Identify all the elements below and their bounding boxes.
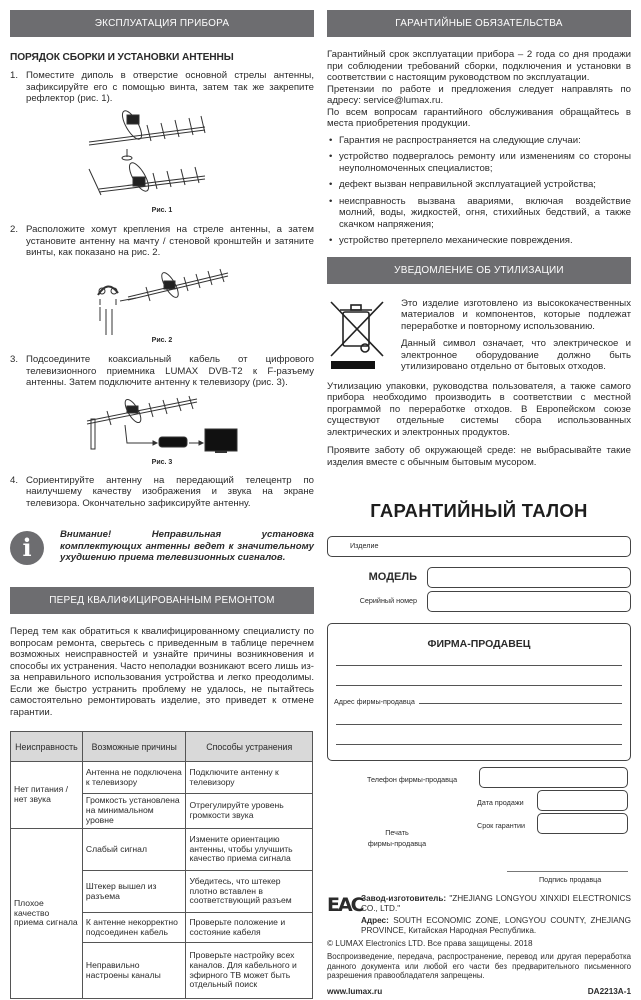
disposal-paragraph: Утилизацию упаковки, руководства пользователя, а также самого прибора необходимо производить в соответствии с местной программой по переработке отходов. В Европейском союзе существуют отдельные системы сбора использованных электрических и электронных продуктов. [327,380,631,438]
repair-intro: Перед тем как обратиться к квалифицированному специалисту по вопросам ремонта, сверьтесь с приведенным в таблице перечнем возможных неисправностей и узнайте причины возникновения и способы их устранения. Часто неполадки возникают всего лишь из-за неправильного использования устройства и легко преодолимы. Если же быстро устранить проблему не удалось, не пытайтесь самостоятельно ремонтировать изделие, это приведет к отмене гарантии. [10,626,314,718]
warranty-term-field[interactable] [537,813,628,834]
cause-cell: Штекер вышел из разъема [82,871,186,913]
assembly-heading: ПОРЯДОК СБОРКИ И УСТАНОВКИ АНТЕННЫ [10,52,234,63]
step-1 [10,70,314,105]
section-title-warranty: ГАРАНТИЙНЫЕ ОБЯЗАТЕЛЬСТВА [327,10,631,37]
model-field[interactable] [427,567,631,588]
fix-cell: Отрегулируйте уровень громкости звука [186,794,313,829]
stamp-label: фирмы-продавца [367,838,427,848]
info-icon: i [10,531,44,565]
seller-address-label: Адрес фирмы-продавца [334,696,415,706]
serial-label: Серийный номер [359,596,417,606]
disposal-block [327,298,631,379]
document-code: DA2213A-1 [587,986,631,996]
section-title-repair: ПЕРЕД КВАЛИФИЦИРОВАННЫМ РЕМОНТОМ [10,587,314,614]
legal-notice: Воспроизведение, передача, распространение, перевод или другая переработка данного документа или любой его части без предварительного письменного разрешения правообладателя запрещены. [327,952,631,981]
figure-1-antenna-assembly [77,109,247,205]
cause-cell: Антенна не подключена к телевизору [82,762,186,794]
disposal-paragraph: Это изделие изготовлено из высококачественных материалов и компонентов, которые подлежат переработке и повторному использованию. [401,297,631,332]
fault-cell: Нет питания / нет звука [11,762,83,829]
figure-2-mast-mount [92,265,232,335]
seller-phone-label: Телефон фирмы-продавца [367,775,458,785]
warranty-term-label: Срок гарантии [477,821,526,831]
antenna-diagram-icon [77,109,247,205]
cause-cell: К антенне некорректно подсоединен кабель [82,913,186,943]
copyright: © LUMAX Electronics LTD. Все права защищены. 2018 [327,938,533,948]
warranty-paragraph: Претензии по работе и предложения следует направлять по адресу: service@lumax.ru. [327,83,631,106]
footer-bottom [327,987,631,997]
table-row [11,829,313,871]
seller-address-line[interactable] [419,703,622,704]
fault-cell: Плохое качество приема сигнала [11,829,83,999]
step-text: Расположите хомут крепления на стреле антенны, а затем установите антенну на мачту / стеновой кронштейн и затяните винты, как показано на рис. 2. [26,224,314,259]
step-number: 1. [10,70,19,82]
section-title-disposal: УВЕДОМЛЕНИЕ ОБ УТИЛИЗАЦИИ [327,257,631,284]
warranty-exclusions-list [327,135,631,247]
website-link[interactable]: www.lumax.ru [327,986,383,996]
seller-title: ФИРМА-ПРОДАВЕЦ [427,638,531,651]
figure-2-caption: Рис. 2 [151,336,173,344]
manufacturer-value: "ZHEJIANG LONGYOU XINXIDI ELECTRONICS CO., LTD." [361,894,631,914]
mast-mount-diagram-icon [92,265,232,335]
warning-notice [10,529,314,565]
product-field[interactable] [327,536,631,557]
step-text: Подсоедините коаксиальный кабель от цифрового телевизионного приемника LUMAX DVB-T2 к F-разъему антенны. Затем подключите антенну к телевизору (рис. 3). [26,354,314,389]
step-number: 2. [10,224,19,236]
serial-number-field[interactable] [427,591,631,612]
seller-box [327,623,631,761]
warranty-paragraph: Гарантийный срок эксплуатации прибора – 2 года со дня продажи при соблюдении требований сборки, подключения и установки в соответствии с настоящим руководством по эксплуатации. [327,49,631,83]
fix-cell: Подключите антенну к телевизору [186,762,313,794]
list-item: • неисправность вызвана авариями, включая воздействие молний, воды, жидкостей, огня, стихийных бедствий, а также скачком напряжения; [327,196,631,231]
seller-address-row [336,698,622,707]
address-value: SOUTH ECONOMIC ZONE, LONGYOU COUNTY, ZHEJIANG PROVINCE, Китайская Народная Республика. [361,915,631,935]
warning-text: Внимание! Неправильная установка комплектующих антенны ведет к значительному ухудшению приема телевизионных сигналов. [60,529,314,564]
step-2 [10,224,314,259]
column-header-cause: Возможные причины [82,732,186,762]
model-row [327,567,631,588]
step-text: Сориентируйте антенну на передающий телецентр по наилучшему качеству изображения и звука на экране телевизора. Окончательно зафиксируйте антенну. [26,474,314,509]
fix-cell: Проверьте положение и состояние кабеля [186,913,313,943]
address-label: Адрес: [361,915,389,925]
step-text: Поместите диполь в отверстие основной стрелы антенны, зафиксируйте его с помощью винта, затем так же закрепите рефлектор (рис. 1). [26,70,314,105]
figure-1-caption: Рис. 1 [151,206,173,214]
manufacturer-label: Завод-изготовитель: [361,894,447,904]
list-item: • устройство претерпело механические повреждения. [327,235,631,247]
seller-name-line-2[interactable] [336,685,622,686]
cause-cell: Слабый сигнал [82,829,186,871]
seller-address-line-3[interactable] [336,744,622,745]
step-number: 3. [10,354,19,366]
product-label: Изделие [350,541,379,551]
table-row [11,762,313,794]
sale-date-field[interactable] [537,790,628,811]
column-header-fix: Способы устранения [186,732,313,762]
seller-phone-field[interactable] [479,767,628,788]
serial-row [327,591,631,612]
cause-cell: Громкость установлена на минимальном уровне [82,794,186,829]
sale-details [327,761,631,886]
fix-cell: Проверьте настройку всех каналов. Для кабельного и эфирного ТВ может быть отдельный поиск [186,943,313,999]
warranty-text [327,49,631,130]
tv-connection-diagram-icon [77,393,247,457]
signature-label: Подпись продавца [539,875,602,885]
table-header-row [11,732,313,762]
step-number: 4. [10,474,19,486]
stamp-area [357,828,437,850]
step-4 [10,475,314,510]
sale-date-label: Дата продажи [477,798,524,808]
warranty-card-title: ГАРАНТИЙНЫЙ ТАЛОН [370,500,588,521]
step-3 [10,354,314,389]
seller-address-line-2[interactable] [336,724,622,725]
list-item: • устройство подвергалось ремонту или изменениям со стороны неуполномоченных специалистов; [327,151,631,174]
column-header-fault: Неисправность [11,732,83,762]
model-label: МОДЕЛЬ [368,571,417,584]
figure-3-tv-connection [77,393,247,457]
disposal-paragraph: Данный символ означает, что электрическое и электронное оборудование должно быть утилизировано отдельно от бытовых отходов. [401,338,631,372]
eac-mark-icon: EAC [327,894,363,917]
right-column [327,0,631,997]
disposal-side-text [401,298,631,379]
fix-cell: Убедитесь, что штекер плотно вставлен в соответствующий разъем [186,871,313,913]
left-column [10,0,314,999]
seller-name-line[interactable] [336,665,622,666]
disposal-paragraph: Проявите заботу об окружающей среде: не выбрасывайте такие изделия вместе с обычным бытовым мусором. [327,445,631,468]
manufacturer-info [361,894,631,935]
signature-line[interactable] [507,871,628,872]
list-item: • Гарантия не распространяется на следующие случаи: [327,135,631,147]
stamp-label: Печать [385,828,409,838]
troubleshooting-table [10,731,313,999]
warranty-paragraph: По всем вопросам гарантийного обслуживания обращайтесь в места приобретения продукции. [327,106,631,129]
fix-cell: Измените ориентацию антенны, чтобы улучшить качество приема сигнала [186,829,313,871]
list-item: • дефект вызван неправильной эксплуатацией устройства; [327,179,631,191]
weee-crossed-bin-icon [327,298,387,368]
manufacturer-block [327,894,631,935]
section-title-operation: ЭКСПЛУАТАЦИЯ ПРИБОРА [10,10,314,37]
cause-cell: Неправильно настроены каналы [82,943,186,999]
figure-3-caption: Рис. 3 [151,458,173,466]
